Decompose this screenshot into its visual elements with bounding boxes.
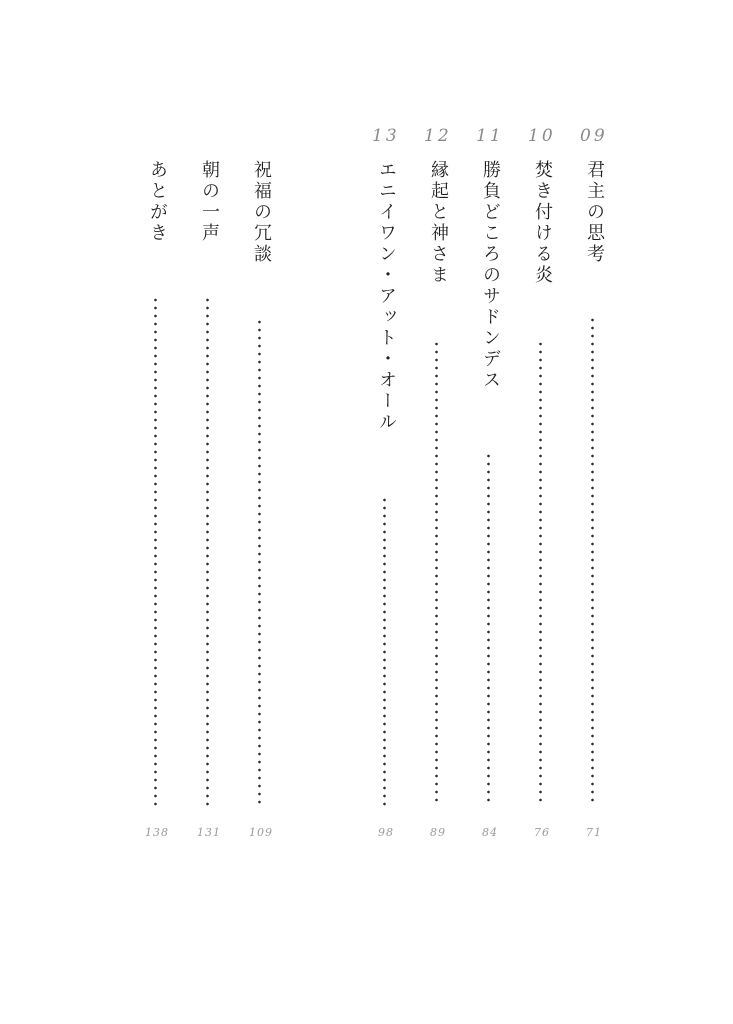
chapter-title: あとがき [147, 160, 168, 244]
chapter-number: 13 [372, 126, 400, 146]
chapter-number: 11 [476, 126, 504, 146]
dot-leader [258, 318, 261, 806]
chapter-title: 焚き付ける炎 [532, 160, 553, 286]
page-number: 84 [482, 826, 498, 839]
chapter-number: 09 [580, 126, 608, 146]
chapter-title: 縁起と神さま [428, 160, 449, 286]
dot-leader [206, 296, 209, 806]
page-number: 131 [197, 826, 221, 839]
page-number: 138 [145, 826, 169, 839]
dot-leader [435, 340, 438, 806]
dot-leader [539, 340, 542, 806]
chapter-number: 12 [424, 126, 452, 146]
page-number: 98 [378, 826, 394, 839]
page-number: 109 [249, 826, 273, 839]
chapter-title: エニイワン・アット・オール [376, 160, 397, 433]
dot-leader [154, 296, 157, 806]
chapter-title: 勝負どころのサドンデス [480, 160, 501, 391]
chapter-title: 君主の思考 [584, 160, 605, 265]
chapter-title: 祝福の冗談 [251, 160, 272, 265]
dot-leader [591, 316, 594, 806]
page-number: 89 [430, 826, 446, 839]
page-number: 76 [534, 826, 550, 839]
chapter-number: 10 [528, 126, 556, 146]
page-number: 71 [586, 826, 602, 839]
dot-leader [487, 452, 490, 806]
chapter-title: 朝の一声 [199, 160, 220, 244]
dot-leader [383, 496, 386, 806]
